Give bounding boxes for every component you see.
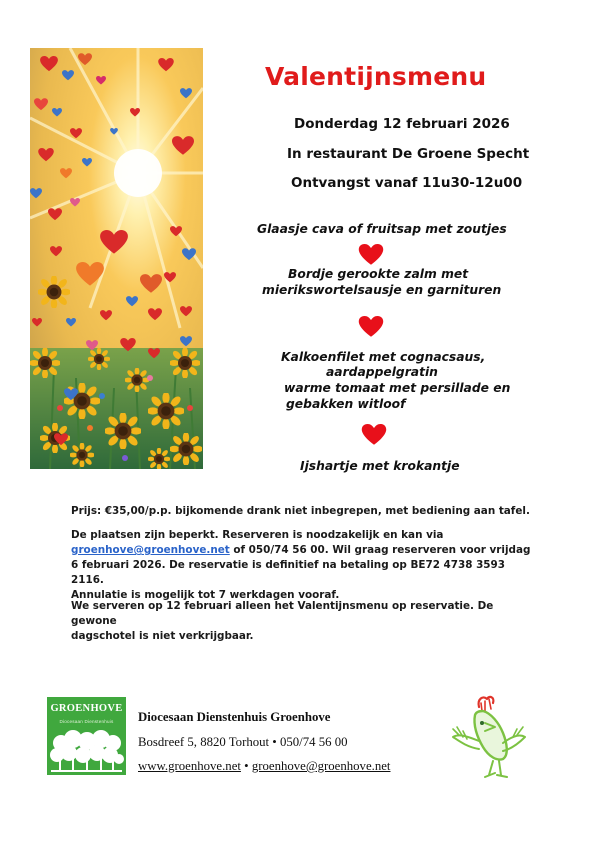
menu-title: Valentijnsmenu (265, 62, 487, 91)
course-line: Ijshartje met krokantje (300, 459, 460, 473)
course-aperitif (257, 221, 507, 237)
trees-icon (47, 725, 126, 775)
heart-icon (358, 244, 384, 266)
menu-notice (71, 599, 541, 644)
contact-separator: • (240, 759, 252, 773)
groenhove-logo (47, 697, 126, 775)
heart-icon (361, 424, 387, 446)
reservation-phone-text: of 050/74 56 00. Wil graag reserveren voor vrijdag (229, 544, 531, 556)
course-line: Kalkoenfilet met cognacsaus, (281, 350, 486, 364)
woodpecker-icon (449, 693, 527, 779)
course-line: Glaasje cava of fruitsap met zoutjes (257, 222, 507, 236)
course-starter (262, 266, 501, 298)
course-line: Bordje gerookte zalm met (288, 267, 469, 281)
footer-email-link[interactable]: groenhove@groenhove.net (251, 759, 391, 773)
organization-address: Bosdreef 5, 8820 Torhout • 050/74 56 00 (138, 735, 348, 749)
event-date: Donderdag 12 februari 2026 (294, 116, 510, 132)
reservation-line (71, 543, 541, 558)
course-line: aardappelgratin (326, 365, 438, 379)
course-line: gebakken witloof (286, 397, 406, 411)
heart-icon (358, 316, 384, 338)
reservation-line: 6 februari 2026. De reservatie is definitief na betaling op BE72 4738 3593 2116. (71, 559, 506, 586)
course-line: warme tomaat met persillade en (284, 381, 511, 395)
reservation-line: Annulatie is mogelijk tot 7 werkdagen vooraf. (71, 589, 340, 601)
logo-subtitle: Diocesaan Dienstenhuis (59, 719, 114, 724)
organization-name: Diocesaan Dienstenhuis Groenhove (138, 710, 331, 724)
website-link[interactable]: www.groenhove.net (138, 759, 241, 773)
event-venue: In restaurant De Groene Specht (287, 146, 530, 162)
reception-time: Ontvangst vanaf 11u30-12u00 (291, 175, 523, 191)
notice-line: We serveren op 12 februari alleen het Valentijnsmenu op reservatie. De gewone (71, 600, 494, 627)
valentine-artwork (30, 48, 203, 469)
course-line: mierikswortelsausje en garnituren (262, 283, 502, 297)
price-info: Prijs: €35,00/p.p. bijkomende drank niet inbegrepen, met bediening aan tafel. (71, 505, 530, 517)
notice-line: dagschotel is niet verkrijgbaar. (71, 630, 254, 642)
email-link[interactable]: groenhove@groenhove.net (71, 544, 230, 556)
contact-line (138, 759, 390, 774)
sunflower-hearts-illustration (30, 48, 203, 469)
reservation-line: De plaatsen zijn beperkt. Reserveren is noodzakelijk en kan via (71, 529, 444, 541)
reservation-info (71, 528, 541, 603)
logo-brand-text: GROENHOVE (50, 703, 123, 714)
course-dessert (300, 458, 460, 474)
